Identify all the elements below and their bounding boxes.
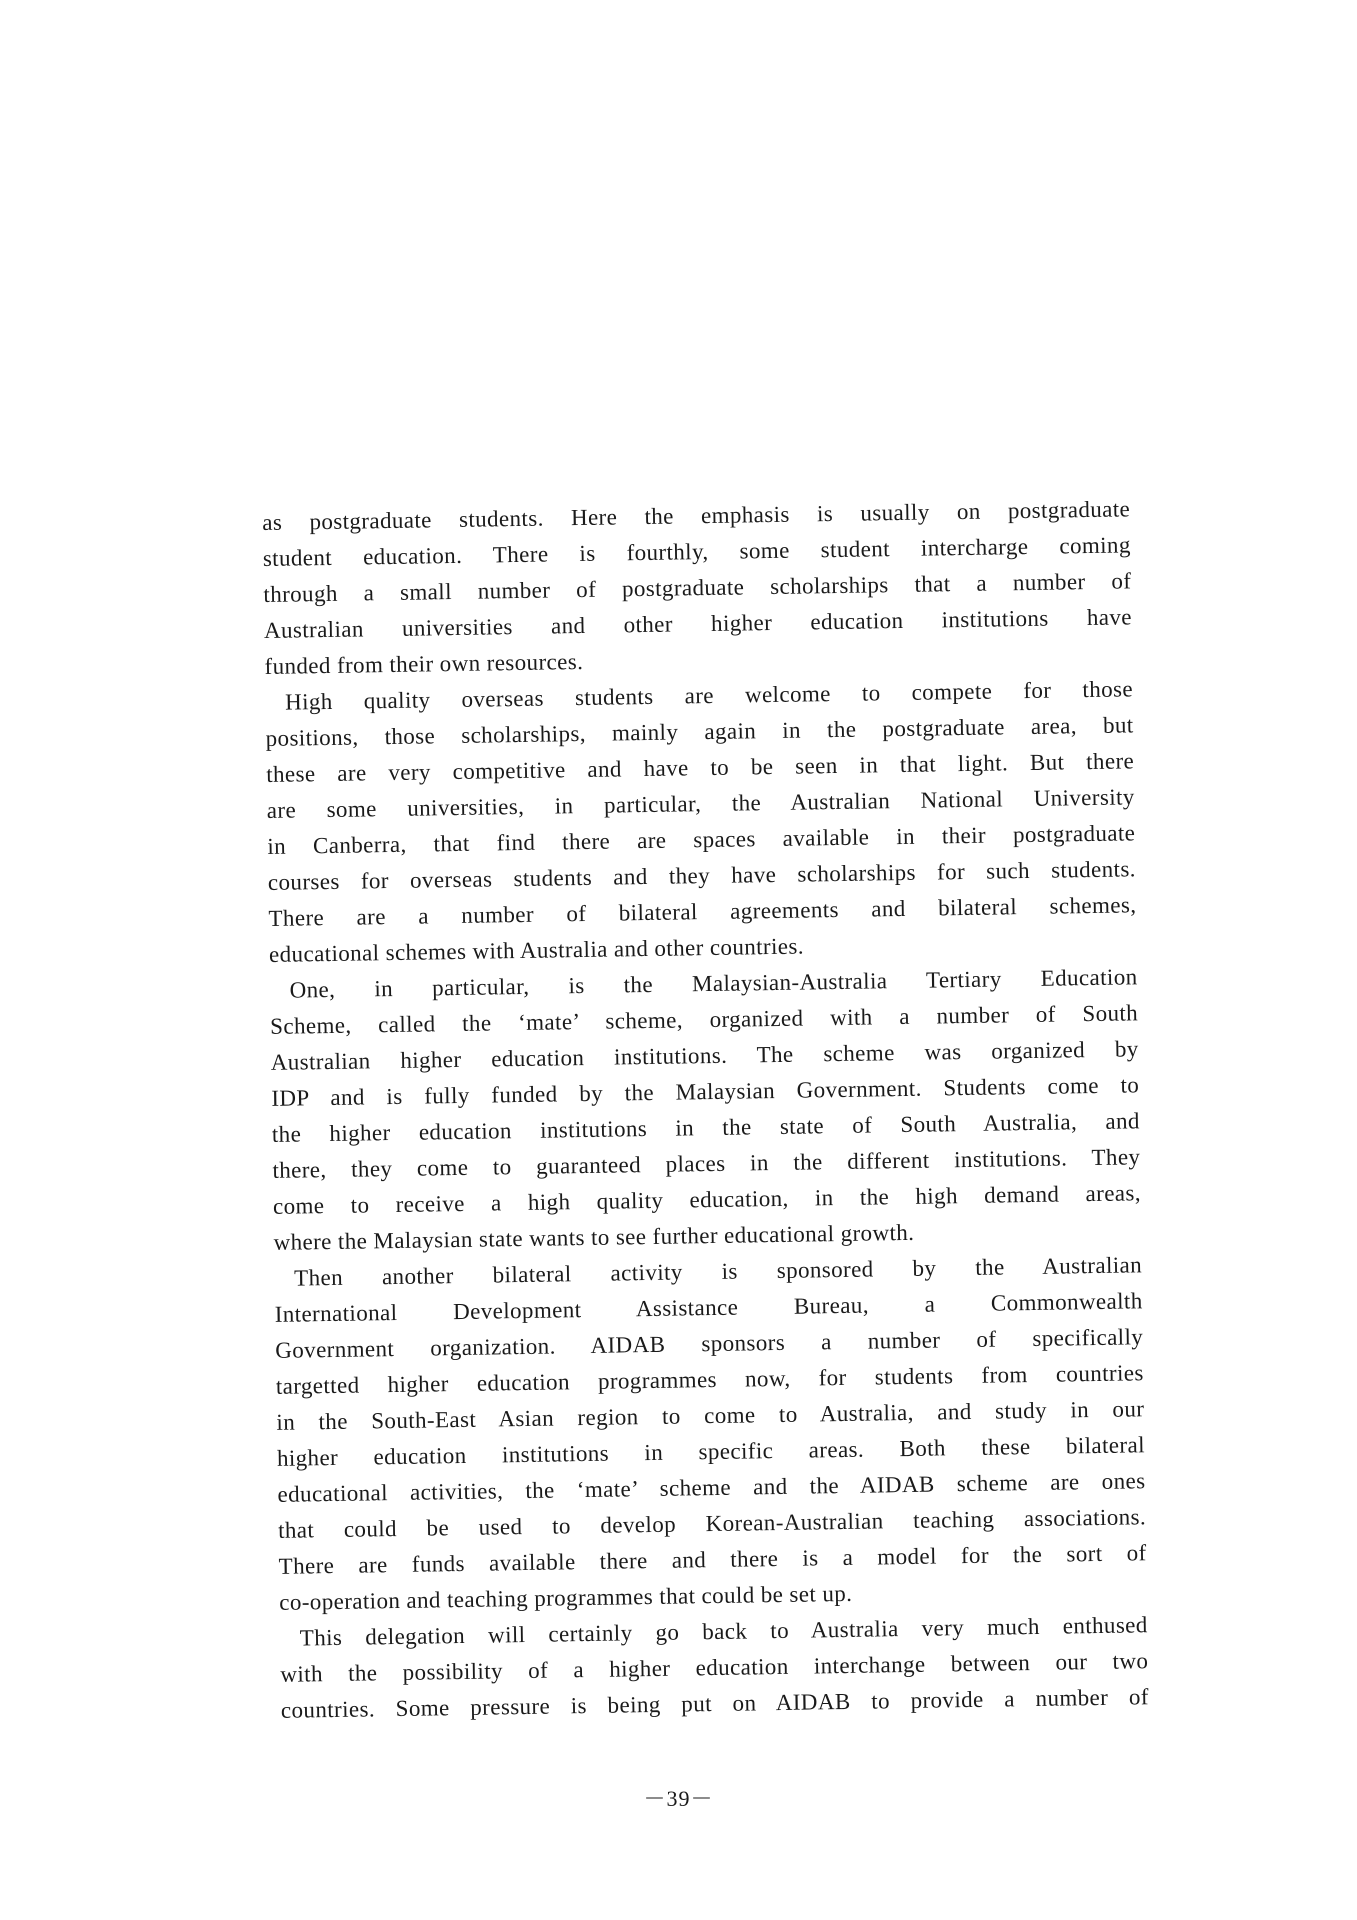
- text-line: targetted higher education programmes now, for students from countries: [275, 1360, 1144, 1399]
- text-line: with the possibility of a higher education interchange between our two: [280, 1648, 1149, 1687]
- text-line: higher education institutions in specific areas. Both these bilateral: [276, 1432, 1146, 1471]
- text-line: the higher education institutions in the state of South Australia, and: [271, 1108, 1140, 1147]
- text-line: these are very competitive and have to be seen in that light. But there: [266, 748, 1135, 787]
- text-line: educational schemes with Australia and other countries.: [268, 933, 805, 967]
- body-text: [262, 491, 1149, 1728]
- page-number: －39－: [643, 1786, 714, 1811]
- text-line: through a small number of postgraduate scholarships that a number of: [263, 568, 1132, 607]
- text-line: One, in particular, is the Malaysian-Australia Tertiary Education: [289, 964, 1138, 1003]
- text-line: Scheme, called the ‘mate’ scheme, organized with a number of South: [269, 1000, 1139, 1039]
- text-line: Government organization. AIDAB sponsors a number of specifically: [275, 1324, 1144, 1363]
- text-line: Then another bilateral activity is sponsored by the Australian: [293, 1252, 1143, 1291]
- text-line: International Development Assistance Bureau, a Commonwealth: [274, 1288, 1143, 1327]
- text-line: High quality overseas students are welcome to compete for those: [284, 676, 1134, 715]
- text-line: There are a number of bilateral agreements and bilateral schemes,: [268, 892, 1137, 931]
- text-line: where the Malaysian state wants to see further educational growth.: [273, 1219, 915, 1255]
- text-line: educational activities, the ‘mate’ scheme and the AIDAB scheme are ones: [277, 1468, 1146, 1507]
- text-line: come to receive a high quality education, in the high demand areas,: [272, 1180, 1142, 1219]
- text-line: funded from their own resources.: [264, 648, 584, 679]
- text-line: courses for overseas students and they have scholarships for such students.: [267, 856, 1137, 895]
- text-line: co-operation and teaching programmes that could be set up.: [279, 1580, 853, 1615]
- text-line: there, they come to guaranteed places in the different institutions. They: [272, 1144, 1141, 1183]
- text-line: student education. There is fourthly, some student intercharge coming: [262, 532, 1131, 571]
- text-line: There are funds available there and there is a model for the sort of: [278, 1540, 1147, 1579]
- text-line: Australian universities and other higher education institutions have: [263, 604, 1133, 643]
- text-line: countries. Some pressure is being put on AIDAB to provide a number of: [280, 1684, 1150, 1723]
- text-line: are some universities, in particular, the Australian National University: [266, 784, 1135, 823]
- text-line: in Canberra, that find there are spaces available in their postgraduate: [267, 820, 1136, 859]
- text-line: in the South-East Asian region to come to Australia, and study in our: [276, 1396, 1145, 1435]
- text-line: IDP and is fully funded by the Malaysian Government. Students come to: [271, 1072, 1140, 1111]
- text-line: positions, those scholarships, mainly again in the postgraduate area, but: [265, 712, 1134, 751]
- text-line: Australian higher education institutions. The scheme was organized by: [270, 1036, 1139, 1075]
- text-line: as postgraduate students. Here the emphasis is usually on postgraduate: [262, 496, 1131, 535]
- text-line: that could be used to develop Korean-Australian teaching associations.: [277, 1504, 1147, 1543]
- text-line: This delegation will certainly go back to Australia very much enthused: [299, 1612, 1148, 1651]
